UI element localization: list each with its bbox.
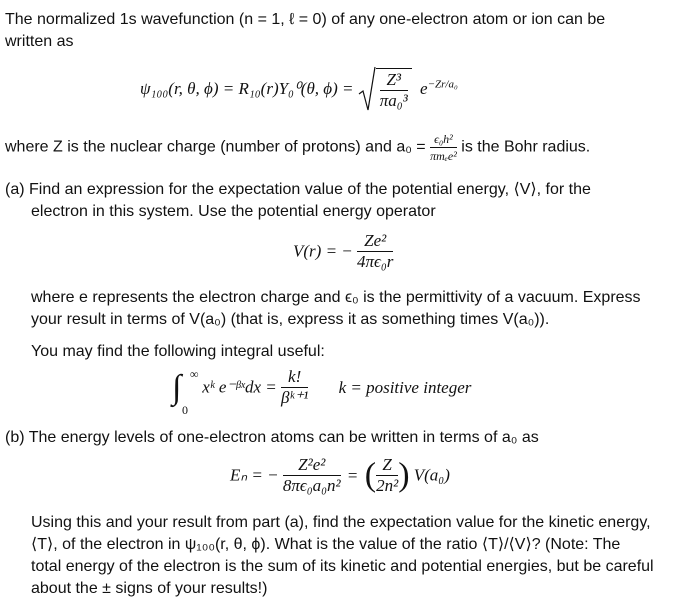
potential-operator-equation: [293, 232, 393, 271]
energy-frac2-denominator: 2n²: [376, 476, 399, 495]
integral-denominator: βᵏ⁺¹: [281, 388, 309, 407]
integral-body: xᵏ e⁻ᵝˣdx =: [202, 377, 277, 397]
part-b-line-1: (b) The energy levels of one-electron atoms can be written in terms of a₀ as: [5, 429, 539, 446]
part-a-line-3: where e represents the electron charge and ϵ₀ is the permittivity of a vacuum. Express: [31, 289, 641, 306]
potential-numerator: Ze²: [357, 232, 393, 252]
exponential-power: −Zr/a₀: [427, 78, 458, 91]
sqrt-term: [358, 68, 412, 110]
part-a-line-5: You may find the following integral useful:: [31, 343, 325, 360]
potential-denominator: 4πϵ₀r: [357, 252, 394, 271]
where-bohr-line: [5, 132, 590, 163]
integral-sign-icon: ∫: [172, 368, 182, 406]
energy-equals: =: [347, 465, 358, 485]
energy-levels-equation: [230, 456, 450, 495]
part-a-line-1: (a) Find an expression for the expectation value of the potential energy, ⟨V⟩, for the: [5, 181, 591, 198]
integral-note: k = positive integer: [338, 377, 472, 397]
bohr-denominator: πmₑe²: [430, 149, 457, 163]
energy-lhs: Eₙ = −: [230, 465, 279, 485]
bohr-numerator: ϵ₀h²: [430, 132, 457, 148]
sqrt-numerator: Z³: [380, 71, 408, 91]
energy-denominator: 8πϵ₀a₀n²: [282, 476, 341, 495]
left-paren-icon: (: [364, 456, 377, 494]
wavefunction-equation: [140, 68, 458, 110]
part-b-line-5: about the ± signs of your results!): [31, 580, 268, 597]
where-bohr-post: is the Bohr radius.: [461, 138, 591, 156]
integral-numerator: k!: [281, 368, 308, 388]
integral-upper-limit: ∞: [190, 366, 199, 381]
part-a-line-4: your result in terms of V(a₀) (that is, express it as something times V(a₀)).: [31, 311, 550, 328]
potential-lhs: V(r) = −: [293, 241, 353, 261]
right-paren-icon: ): [398, 456, 410, 494]
energy-frac2-numerator: Z: [376, 456, 398, 476]
energy-numerator: Z²e²: [283, 456, 341, 476]
exponential-base: e: [420, 79, 428, 98]
part-b-line-4: total energy of the electron is the sum of its kinetic and potential energies, but be careful: [31, 558, 654, 575]
part-b-line-2: Using this and your result from part (a), find the expectation value for the kinetic energy,: [31, 514, 651, 531]
sqrt-denominator: πa₀³: [379, 91, 408, 110]
intro-line-2: written as: [5, 33, 74, 50]
where-bohr-pre: where Z is the nuclear charge (number of protons) and a₀ =: [5, 138, 426, 156]
wavefunction-lhs: ψ₁₀₀(r, θ, ϕ) = R₁₀(r)Y₀⁰(θ, ϕ) =: [140, 79, 354, 98]
part-a-line-2: electron in this system. Use the potential energy operator: [31, 203, 436, 220]
integral-equation: [172, 366, 472, 417]
integral-lower-limit: 0: [182, 402, 188, 417]
intro-line-1: The normalized 1s wavefunction (n = 1, ℓ = 0) of any one-electron atom or ion can be: [5, 11, 606, 28]
part-b-line-3: ⟨T⟩, of the electron in ψ₁₀₀(r, θ, ϕ). What is the value of the ratio ⟨T⟩/⟨V⟩? (Note: The: [31, 536, 621, 553]
energy-rhs: V(a₀): [413, 465, 450, 485]
